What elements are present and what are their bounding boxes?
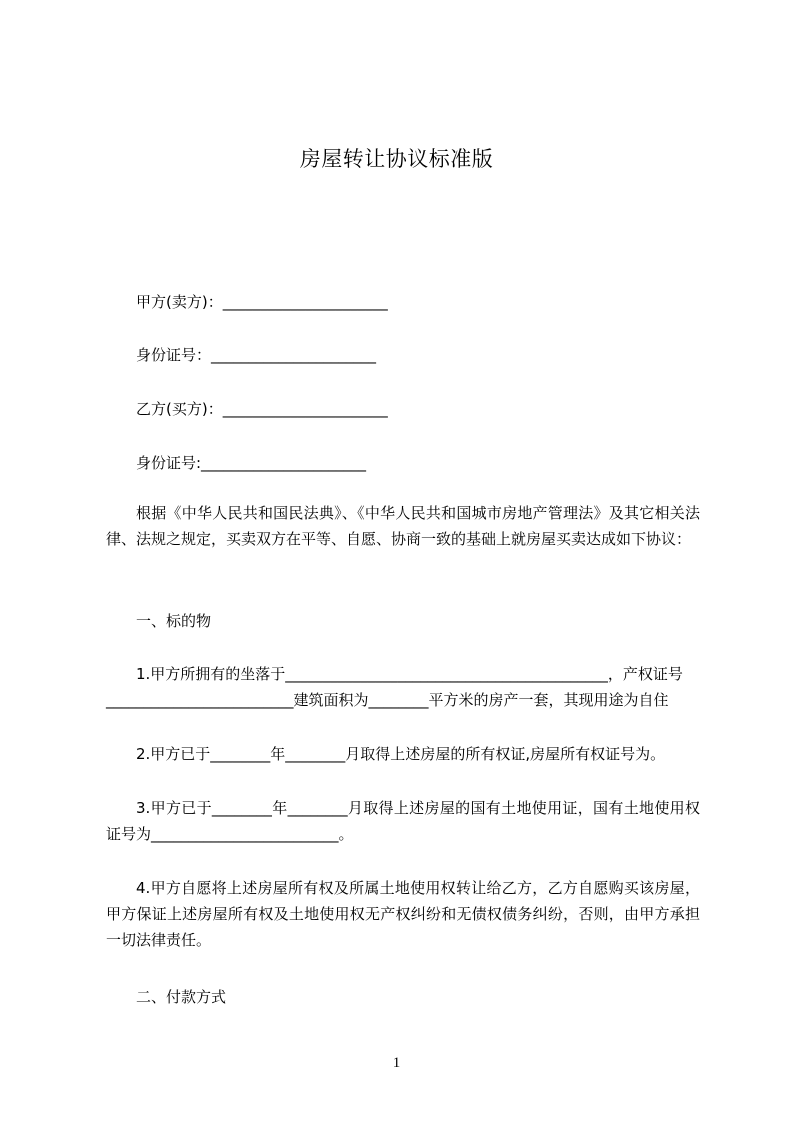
party-b-field: 乙方(买方)：______________________ [136,400,388,418]
party-a-field: 甲方(卖方)：______________________ [136,293,388,311]
document-title: 房屋转让协议标准版 [299,147,494,171]
clause-1-line-1: 1.甲方所拥有的坐落于___________________________________________，产权证号 [136,665,683,683]
id-b-field: 身份证号:______________________ [136,454,367,472]
clause-2: 2.甲方已于________年________月取得上述房屋的所有权证,房屋所有权证号为。 [136,745,666,763]
id-a-field: 身份证号：______________________ [136,346,377,364]
section-2-heading: 二、付款方式 [136,988,227,1006]
clause-4: 4.甲方自愿将上述房屋所有权及所属土地使用权转让给乙方，乙方自愿购买该房屋，甲方保证上述房屋所有权及土地使用权无产权纠纷和无债权债务纠纷，否则，由甲方承担一切法律责任。 [106,879,700,949]
section-1-heading: 一、标的物 [136,612,212,630]
clause-3: 3.甲方已于________年________月取得上述房屋的国有土地使用证，国有土地使用权证号为_________________________。 [106,799,700,843]
page-number: 1 [392,1055,401,1071]
preamble-paragraph: 根据《中华人民共和国民法典》、《中华人民共和国城市房地产管理法》及其它相关法律、法规之规定，买卖双方在平等、自愿、协商一致的基础上就房屋买卖达成如下协议： [106,504,700,548]
clause-1-line-2: _________________________建筑面积为________平方米的房产一套，其现用途为自住 [106,691,669,709]
